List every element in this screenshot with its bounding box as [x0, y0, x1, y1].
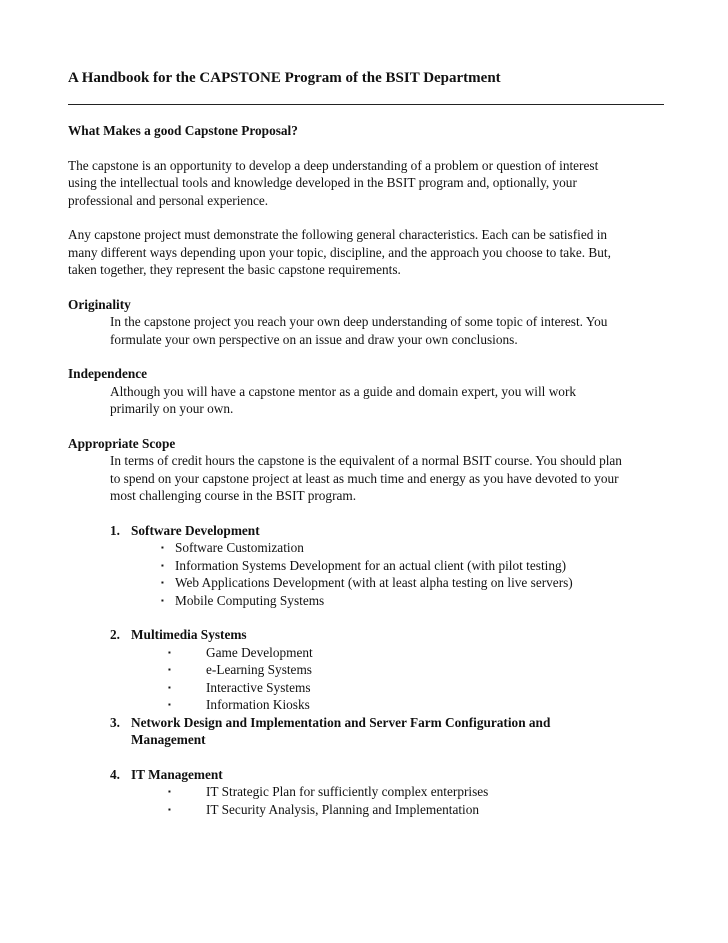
list-item-network-design	[68, 714, 664, 749]
bullet-text: IT Security Analysis, Planning and Implementation	[206, 801, 480, 817]
scope-line: most challenging course in the BSIT program.	[110, 488, 357, 503]
bullet-text: Interactive Systems	[206, 679, 311, 695]
bullet-text: e-Learning Systems	[206, 662, 312, 677]
list-item-label: Network Design and Implementation and Server Farm Configuration and Management	[131, 714, 551, 747]
intro-line: The capstone is an opportunity to develop a deep understanding of a problem or question of interest	[68, 157, 599, 173]
originality-section	[68, 296, 664, 349]
bullet-icon: ▪	[168, 647, 171, 657]
list-number: 3.	[110, 714, 120, 730]
bullet-item	[68, 539, 664, 557]
bullet-item	[68, 574, 664, 592]
scope-body	[68, 452, 662, 505]
list-number: 4.	[110, 766, 120, 782]
bullet-item	[68, 644, 664, 662]
bullet-group	[68, 539, 664, 609]
bullet-item	[68, 801, 664, 819]
originality-heading: Originality	[68, 296, 131, 312]
independence-line: primarily on your own.	[110, 401, 234, 416]
bullet-group	[68, 644, 664, 714]
scope-line: to spend on your capstone project at least as much time and energy as you have devoted to your	[110, 470, 619, 486]
bullet-text: Information Systems Development for an actual client (with pilot testing)	[175, 557, 567, 573]
bullet-icon: ▪	[168, 682, 171, 692]
bullet-item	[68, 661, 664, 679]
question-heading: What Makes a good Capstone Proposal?	[68, 123, 298, 138]
list-item-label: IT Management	[131, 766, 223, 782]
bullet-text: Software Customization	[175, 540, 304, 555]
independence-section	[68, 365, 664, 418]
bullet-item	[68, 592, 664, 610]
bullet-text: Web Applications Development (with at least alpha testing on live servers)	[175, 575, 573, 590]
bullet-icon: ▪	[168, 700, 171, 709]
bullet-group	[68, 783, 664, 818]
bullet-icon: ▪	[161, 578, 164, 587]
it-management-bullets	[68, 783, 664, 818]
bullet-icon: ▪	[168, 665, 171, 674]
bullet-icon: ▪	[161, 560, 164, 570]
list-item-software-development	[68, 522, 664, 540]
bullet-item	[68, 696, 664, 714]
bullet-text: Information Kiosks	[206, 697, 310, 712]
intro-line: using the intellectual tools and knowledge developed in the BSIT program and, optionally, your	[68, 175, 577, 190]
intro-line: professional and personal experience.	[68, 192, 269, 208]
document-page	[68, 68, 664, 818]
scope-line: In terms of credit hours the capstone is the equivalent of a normal BSIT course. You should plan	[110, 453, 622, 468]
project-type-list	[68, 522, 664, 819]
bullet-text: Mobile Computing Systems	[175, 592, 325, 608]
independence-body	[68, 383, 662, 418]
list-item-multimedia-systems	[68, 626, 664, 644]
list-item-it-management	[68, 766, 664, 784]
bullet-text: IT Strategic Plan for sufficiently complex enterprises	[206, 784, 489, 799]
document-title: A Handbook for the CAPSTONE Program of the BSIT Department	[68, 70, 501, 86]
characteristics-line: Any capstone project must demonstrate the following general characteristics. Each can be satisfied in	[68, 227, 608, 242]
bullet-icon: ▪	[161, 595, 164, 605]
scope-heading: Appropriate Scope	[68, 435, 176, 451]
list-number: 2.	[110, 627, 120, 642]
list-item-label: Software Development	[131, 522, 260, 538]
bullet-icon: ▪	[161, 543, 164, 552]
bullet-item	[68, 783, 664, 801]
list-item-label: Multimedia Systems	[131, 627, 247, 642]
scope-section	[68, 435, 664, 505]
software-bullets	[68, 539, 664, 609]
independence-line: Although you will have a capstone mentor as a guide and domain expert, you will work	[110, 383, 577, 399]
independence-heading: Independence	[68, 366, 148, 381]
title-divider	[68, 104, 664, 105]
multimedia-bullets	[68, 644, 664, 714]
originality-line: In the capstone project you reach your own deep understanding of some topic of interest. You	[110, 314, 608, 329]
intro-paragraph	[68, 157, 658, 210]
characteristics-paragraph	[68, 226, 658, 279]
originality-body	[68, 313, 662, 348]
characteristics-line: many different ways depending upon your topic, discipline, and the approach you choose to take. But,	[68, 244, 611, 260]
bullet-text: Game Development	[206, 644, 313, 660]
originality-line: formulate your own perspective on an issue and draw your own conclusions.	[110, 331, 518, 347]
list-number: 1.	[110, 522, 120, 538]
bullet-icon: ▪	[168, 804, 171, 814]
bullet-icon: ▪	[168, 787, 171, 796]
characteristics-line: taken together, they represent the basic capstone requirements.	[68, 262, 401, 277]
bullet-item	[68, 557, 664, 575]
bullet-item	[68, 679, 664, 697]
